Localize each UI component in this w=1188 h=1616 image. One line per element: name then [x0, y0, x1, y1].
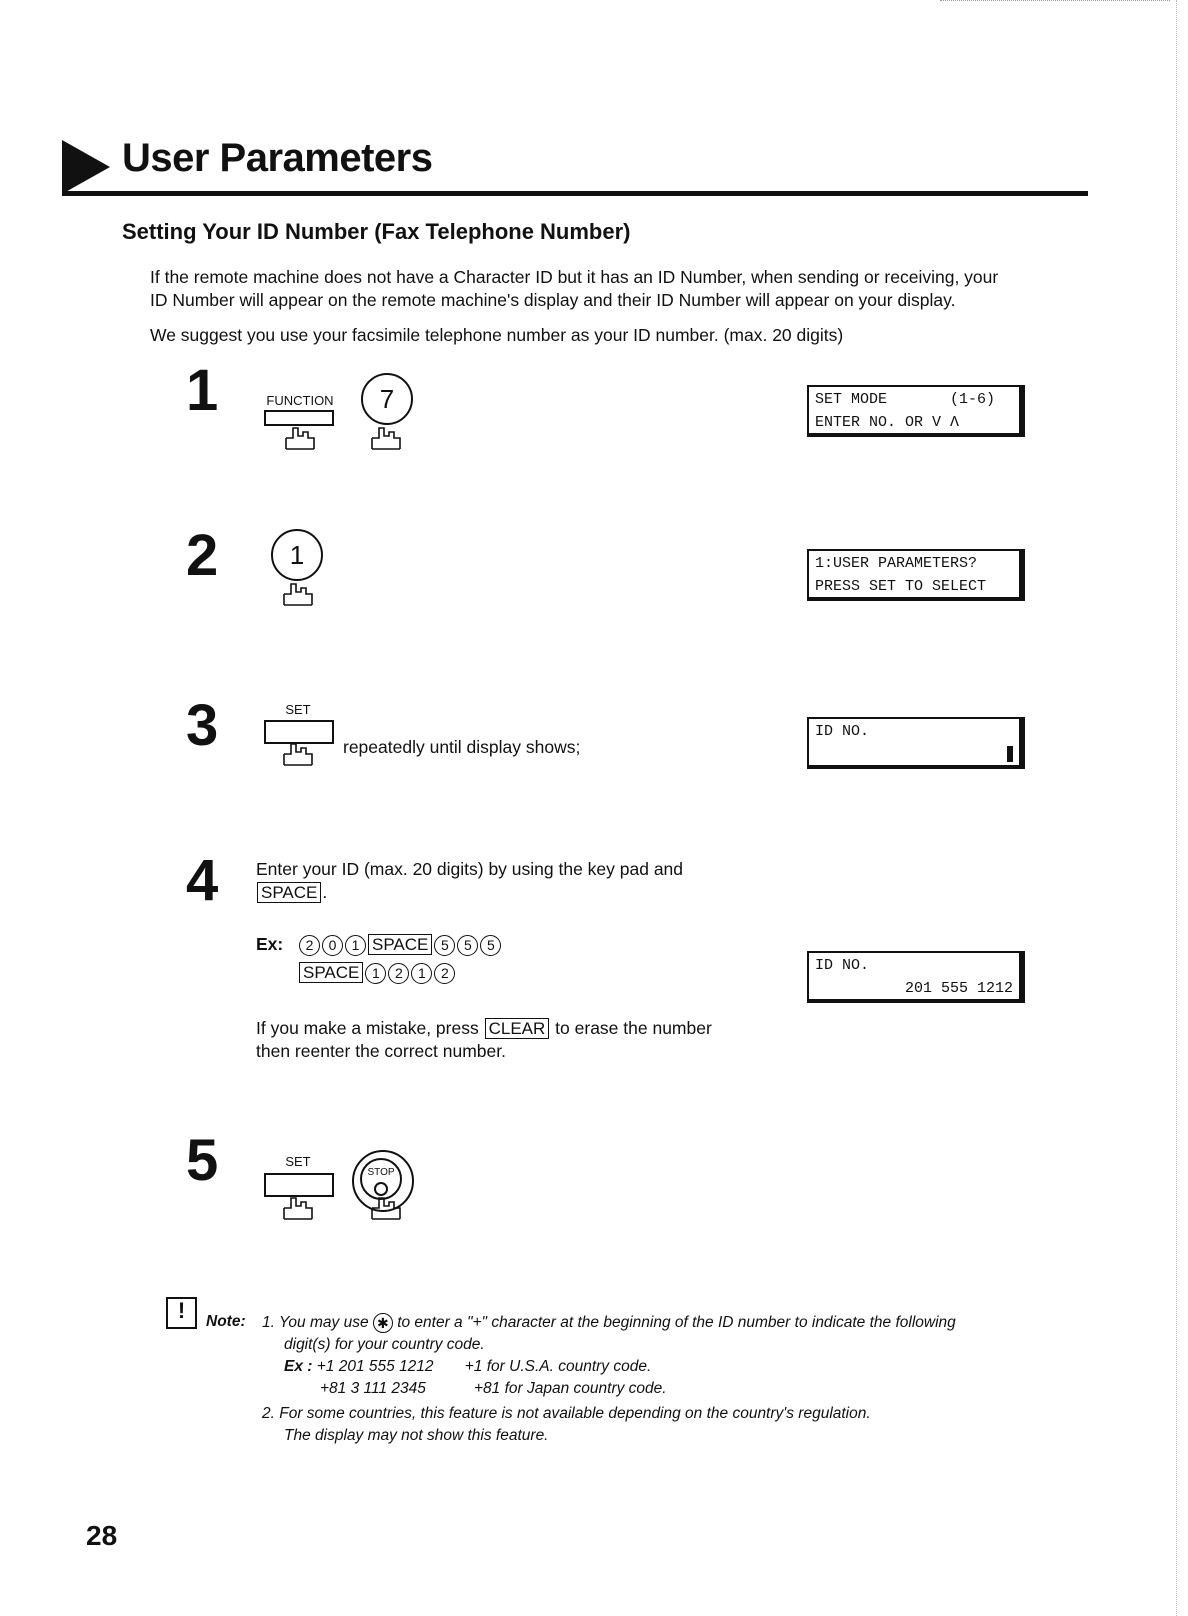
mistake-instruction [256, 1017, 712, 1063]
note-ex-number: +1 201 555 1212 [316, 1358, 434, 1375]
lcd-line: 201 555 1212 [904, 980, 1013, 997]
digit-key: 2 [388, 963, 409, 984]
press-hand-icon [281, 1196, 315, 1220]
press-hand-icon [369, 426, 403, 450]
note-text: The display may not show this feature. [284, 1427, 549, 1444]
digit-key: 2 [299, 935, 320, 956]
intro-line: ID Number will appear on the remote machine's display and their ID Number will appear on your display. [150, 290, 956, 310]
instruction-line: Enter your ID (max. 20 digits) by using the key pad and [256, 859, 684, 879]
lcd-display [807, 717, 1025, 769]
step3-instruction: repeatedly until display shows; [343, 737, 581, 757]
press-hand-icon [281, 742, 315, 766]
note-label: Note: [206, 1313, 246, 1330]
lcd-line: ENTER NO. OR V Λ [815, 414, 960, 431]
section-arrow-icon [62, 140, 110, 194]
example-label: Ex: [256, 934, 284, 954]
key-digit: 1 [289, 539, 305, 570]
section-subtitle: Setting Your ID Number (Fax Telephone Number) [122, 219, 631, 244]
function-key-label: FUNCTION [266, 393, 334, 408]
title-rule [62, 191, 1088, 196]
keypad-1-button[interactable] [271, 529, 323, 581]
step4-instruction: Enter your ID (max. 20 digits) by using the key pad and SPACE . [256, 859, 684, 902]
page-number: 28 [86, 1520, 118, 1551]
digit-key: 1 [345, 935, 366, 956]
set-key-label: SET [285, 1154, 311, 1169]
note-ex-desc: +1 for U.S.A. country code. [464, 1358, 652, 1375]
example-keys-line1 [298, 933, 502, 956]
star-key-icon: ✱ [373, 1313, 393, 1333]
note-ex-desc: +81 for Japan country code. [474, 1380, 667, 1397]
press-hand-icon [369, 1196, 403, 1220]
page-edge-top [940, 0, 1170, 4]
lcd-line: ID NO. [815, 723, 870, 740]
set-key-label: SET [285, 702, 311, 717]
space-key: SPACE [299, 962, 363, 983]
digit-key: 1 [365, 963, 386, 984]
instruction-text: to erase the number [555, 1018, 712, 1038]
function-key[interactable] [264, 410, 334, 426]
note-exclamation-icon: ! [166, 1297, 197, 1329]
digit-key: 5 [434, 935, 455, 956]
step-number: 3 [186, 693, 219, 758]
press-hand-icon [283, 426, 317, 450]
intro-paragraph [150, 266, 1100, 312]
lcd-display [807, 951, 1025, 1003]
instruction-text: If you make a mistake, press [256, 1018, 479, 1038]
stop-label: STOP [367, 1167, 395, 1178]
note-ex-label: Ex : [284, 1358, 313, 1375]
lcd-line: 1:USER PARAMETERS? [815, 555, 978, 572]
note-text: 2. For some countries, this feature is not available depending on the country's regulation. [262, 1405, 871, 1422]
intro-line: If the remote machine does not have a Character ID but it has an ID Number, when sending or receiving, your [150, 267, 999, 287]
suggest-paragraph: We suggest you use your facsimile telephone number as your ID number. (max. 20 digits) [150, 325, 844, 345]
note-text: 1. You may use [262, 1314, 369, 1331]
clear-key[interactable]: CLEAR [485, 1018, 550, 1039]
key-digit: 7 [379, 383, 395, 414]
digit-key: 5 [457, 935, 478, 956]
note-text: to enter a "+" character at the beginning of the ID number to indicate the following [397, 1314, 956, 1331]
digit-key: 0 [322, 935, 343, 956]
space-key: SPACE [368, 934, 432, 955]
instruction-text: then reenter the correct number. [256, 1041, 506, 1061]
keypad-7-button[interactable] [361, 373, 413, 425]
note-text: digit(s) for your country code. [284, 1336, 485, 1353]
lcd-line: SET MODE (1-6) [815, 391, 996, 408]
space-key[interactable]: SPACE [257, 882, 321, 903]
digit-key: 5 [480, 935, 501, 956]
example-keys-line2 [298, 961, 456, 984]
lcd-display [807, 549, 1025, 601]
note-ex-number: +81 3 111 2345 [320, 1380, 426, 1397]
note-body [262, 1312, 1082, 1447]
stop-icon [374, 1182, 388, 1196]
set-key[interactable] [264, 1173, 334, 1197]
digit-key: 2 [434, 963, 455, 984]
press-hand-icon [281, 582, 315, 606]
step-number: 4 [186, 848, 219, 913]
page-edge [1176, 0, 1179, 1616]
step-number: 2 [186, 523, 219, 588]
step-number: 1 [186, 358, 219, 423]
page-title: User Parameters [122, 136, 433, 180]
lcd-line: PRESS SET TO SELECT [815, 578, 987, 595]
lcd-display [807, 385, 1025, 437]
lcd-line: ID NO. [815, 957, 870, 974]
digit-key: 1 [411, 963, 432, 984]
step-number: 5 [186, 1128, 219, 1193]
set-key[interactable] [264, 720, 334, 744]
lcd-cursor [815, 743, 1013, 766]
